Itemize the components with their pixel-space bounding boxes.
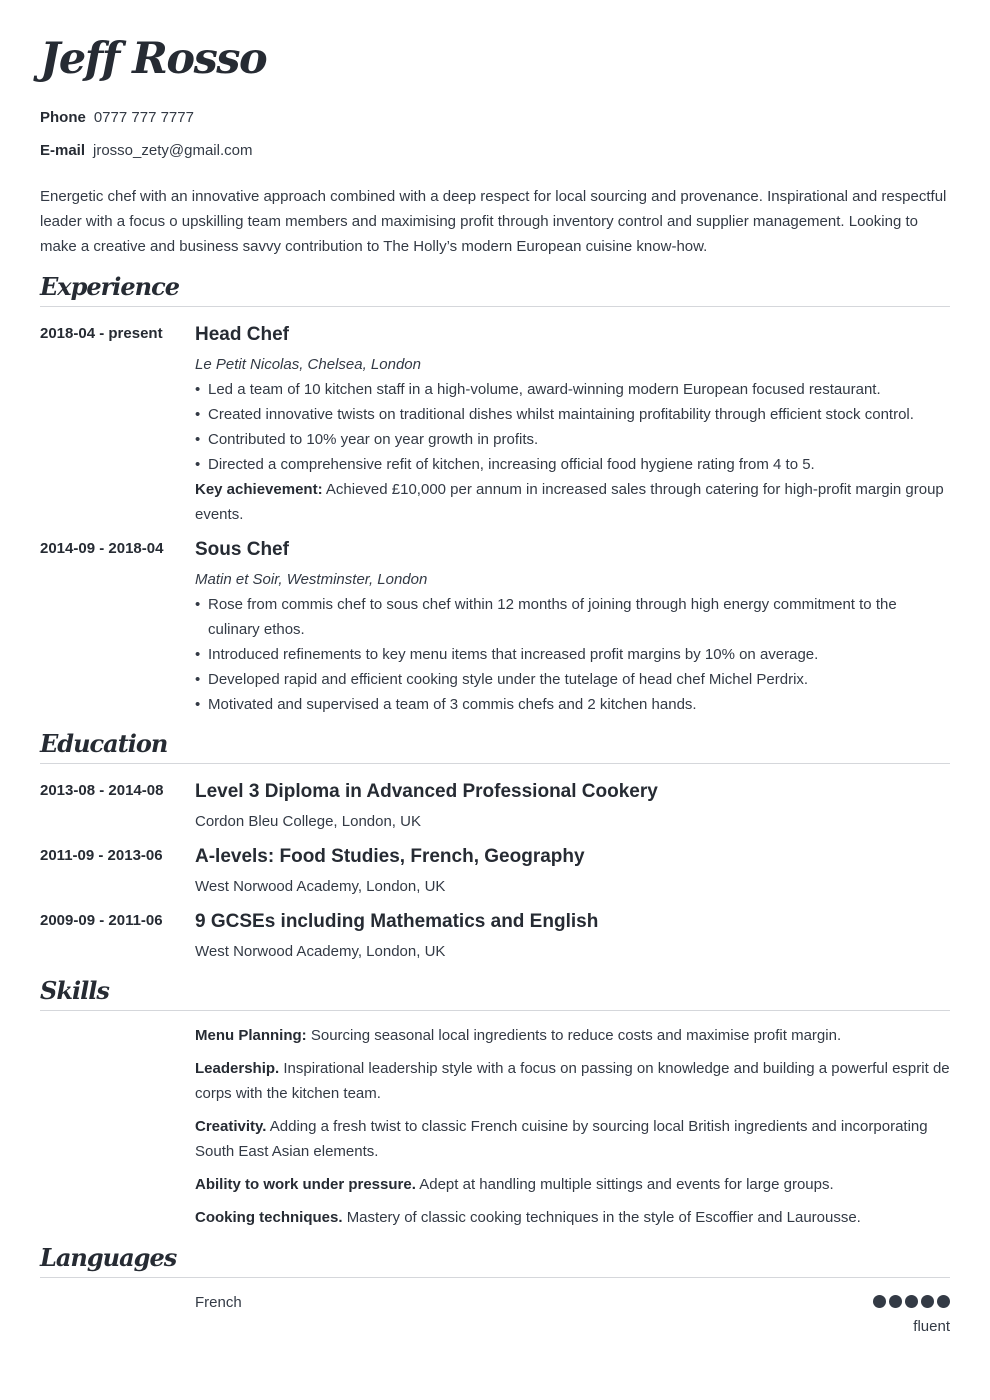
job-bullet: • Directed a comprehensive refit of kitchen, increasing official food hygiene rating from 4 to 5.	[195, 452, 950, 477]
skill-name: Menu Planning:	[195, 1027, 307, 1044]
skills-content	[195, 1023, 950, 1238]
education-title: Level 3 Diploma in Advanced Professional Cookery	[195, 781, 658, 802]
skill-desc: Mastery of classic cooking techniques in the style of Escoffier and Laurousse.	[346, 1209, 861, 1226]
key-achievement-label: Key achievement:	[195, 481, 323, 498]
skill-name: Cooking techniques.	[195, 1209, 343, 1226]
job-date: 2018-04 - present	[40, 325, 163, 342]
education-school: Cordon Bleu College, London, UK	[195, 813, 421, 830]
education-heading: Education	[40, 729, 950, 764]
skill-name: Ability to work under pressure.	[195, 1176, 416, 1193]
email-label: E-mail	[40, 142, 86, 159]
profile-summary: Energetic chef with an innovative approach combined with a deep respect for local sourcing and provenance. Inspirational and respectful leader with a focus o upskilling team members and maximising profit through inventory control and supplier management. Looking to make a creative and business savvy contribution to The Holly’s modern European cuisine know-how.	[40, 188, 947, 255]
skill-name: Creativity.	[195, 1118, 267, 1135]
candidate-name: Jeff Rosso	[40, 34, 267, 84]
language-rating	[873, 1295, 950, 1308]
experience-heading: Experience	[40, 272, 950, 307]
rating-dot	[937, 1295, 950, 1308]
education-school: West Norwood Academy, London, UK	[195, 943, 446, 960]
job-bullet: • Rose from commis chef to sous chef within 12 months of joining through high energy commitment to the culinary ethos.	[195, 592, 950, 642]
education-title: A-levels: Food Studies, French, Geography	[195, 846, 585, 867]
key-achievement-text: Achieved £10,000 per annum in increased sales through catering for high-profit margin group events.	[195, 481, 944, 523]
language-entry	[40, 1293, 950, 1343]
skill-desc: Adding a fresh twist to classic French cuisine by sourcing local British ingredients and incorporating South East Asian elements.	[195, 1118, 928, 1160]
skill-desc: Adept at handling multiple sittings and events for large groups.	[419, 1176, 834, 1193]
education-school: West Norwood Academy, London, UK	[195, 878, 446, 895]
skill-item	[195, 1056, 950, 1106]
education-content	[195, 911, 950, 964]
job-bullets	[195, 592, 950, 717]
job-employer: Le Petit Nicolas, Chelsea, London	[195, 356, 421, 373]
job-content	[195, 324, 950, 527]
language-name: French	[195, 1294, 242, 1311]
rating-dot	[889, 1295, 902, 1308]
education-date: 2013-08 - 2014-08	[40, 782, 164, 799]
job-employer: Matin et Soir, Westminster, London	[195, 571, 428, 588]
rating-dot	[921, 1295, 934, 1308]
job-bullet: • Created innovative twists on traditional dishes whilst maintaining profitability through efficient stock control.	[195, 402, 950, 427]
job-bullet: • Contributed to 10% year on year growth in profits.	[195, 427, 950, 452]
job-bullet: • Developed rapid and efficient cooking style under the tutelage of head chef Michel Perdrix.	[195, 667, 950, 692]
skill-item	[195, 1114, 950, 1164]
job-content	[195, 539, 950, 717]
job-title: Sous Chef	[195, 539, 289, 560]
education-content	[195, 846, 950, 899]
education-date: 2009-09 - 2011-06	[40, 912, 163, 929]
skills-heading: Skills	[40, 976, 950, 1011]
education-date: 2011-09 - 2013-06	[40, 847, 163, 864]
job-date: 2014-09 - 2018-04	[40, 540, 164, 557]
job-bullet: • Led a team of 10 kitchen staff in a high-volume, award-winning modern European focused restaurant.	[195, 377, 950, 402]
email-row	[40, 142, 252, 159]
job-bullet: • Introduced refinements to key menu items that increased profit margins by 10% on average.	[195, 642, 950, 667]
skill-item	[195, 1023, 950, 1048]
email-value: jrosso_zety@gmail.com	[93, 142, 253, 159]
job-bullets	[195, 377, 950, 477]
education-content	[195, 781, 950, 834]
phone-row	[40, 109, 194, 126]
skill-name: Leadership.	[195, 1060, 280, 1077]
skill-item	[195, 1172, 950, 1197]
job-bullet: • Motivated and supervised a team of 3 commis chefs and 2 kitchen hands.	[195, 692, 950, 717]
skill-desc: Inspirational leadership style with a focus on passing on knowledge and building a powerful esprit de corps with the kitchen team.	[195, 1060, 950, 1102]
key-achievement	[195, 477, 950, 527]
languages-heading: Languages	[40, 1243, 950, 1278]
language-level: fluent	[913, 1318, 950, 1335]
job-title: Head Chef	[195, 324, 289, 345]
phone-value: 0777 777 7777	[93, 109, 194, 126]
phone-label: Phone	[40, 109, 86, 126]
education-title: 9 GCSEs including Mathematics and English	[195, 911, 599, 932]
skill-item	[195, 1205, 950, 1230]
rating-dot	[873, 1295, 886, 1308]
skill-desc: Sourcing seasonal local ingredients to reduce costs and maximise profit margin.	[310, 1027, 842, 1044]
rating-dot	[905, 1295, 918, 1308]
